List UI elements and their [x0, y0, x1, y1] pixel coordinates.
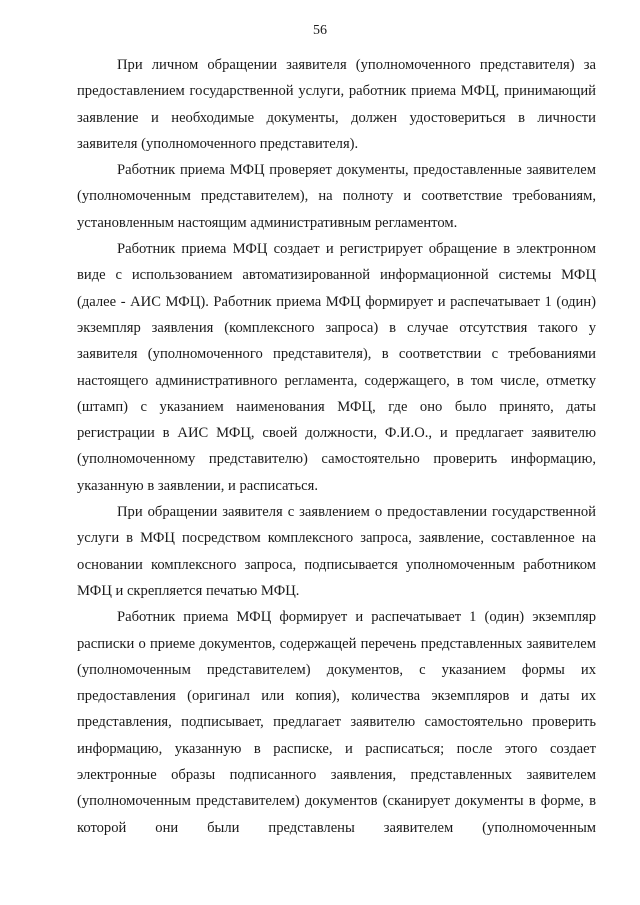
paragraph-2: Работник приема МФЦ проверяет документы, предоставленные заявителем (уполномоченным представителем), на полноту и соответствие требованиям, установленным настоящим административным регламентом. [77, 162, 596, 231]
page-number: 56 [313, 23, 327, 38]
paragraph-1: При личном обращении заявителя (уполномоченного представителя) за предоставлением государственной услуги, работник приема МФЦ, принимающий заявление и необходимые документы, должен удостовериться в личности заявителя (уполномоченного представителя). [77, 57, 596, 152]
paragraph-5: Работник приема МФЦ формирует и распечатывает 1 (один) экземпляр расписки о приеме документов, содержащей перечень представленных заявителем (уполномоченным представителем) документов, с указанием формы их предоставления (оригинал или копия), количества экземпляров и даты их представления, подписывает, предлагает заявителю самостоятельно проверить информацию, указанную в расписке, и расписаться; после этого создает электронные образы подписанного заявления, представленных заявителем (уполномоченным представителем) документов (сканирует документы в форме, в которой они были представлены заявителем (уполномоченным [77, 609, 596, 836]
paragraph-4: При обращении заявителя с заявлением о предоставлении государственной услуги в МФЦ посредством комплексного запроса, заявление, составленное на основании комплексного запроса, подписывается уполномоченным работником МФЦ и скрепляется печатью МФЦ. [77, 504, 596, 599]
paragraph-3: Работник приема МФЦ создает и регистрирует обращение в электронном виде с использованием автоматизированной информационной системы МФЦ (далее - АИС МФЦ). Работник приема МФЦ формирует и распечатывает 1 (один) экземпляр заявления (комплексного запроса) в случае отсутствия такого у заявителя (уполномоченного представителя), в соответствии с требованиями настоящего административного регламента, содержащего, в том числе, отметку (штамп) с указанием наименования МФЦ, где оно было принято, даты регистрации в АИС МФЦ, своей должности, Ф.И.О., и предлагает заявителю (уполномоченному представителю) самостоятельно проверить информацию, указанную в заявлении, и расписаться. [77, 241, 596, 494]
body-text [77, 52, 596, 841]
